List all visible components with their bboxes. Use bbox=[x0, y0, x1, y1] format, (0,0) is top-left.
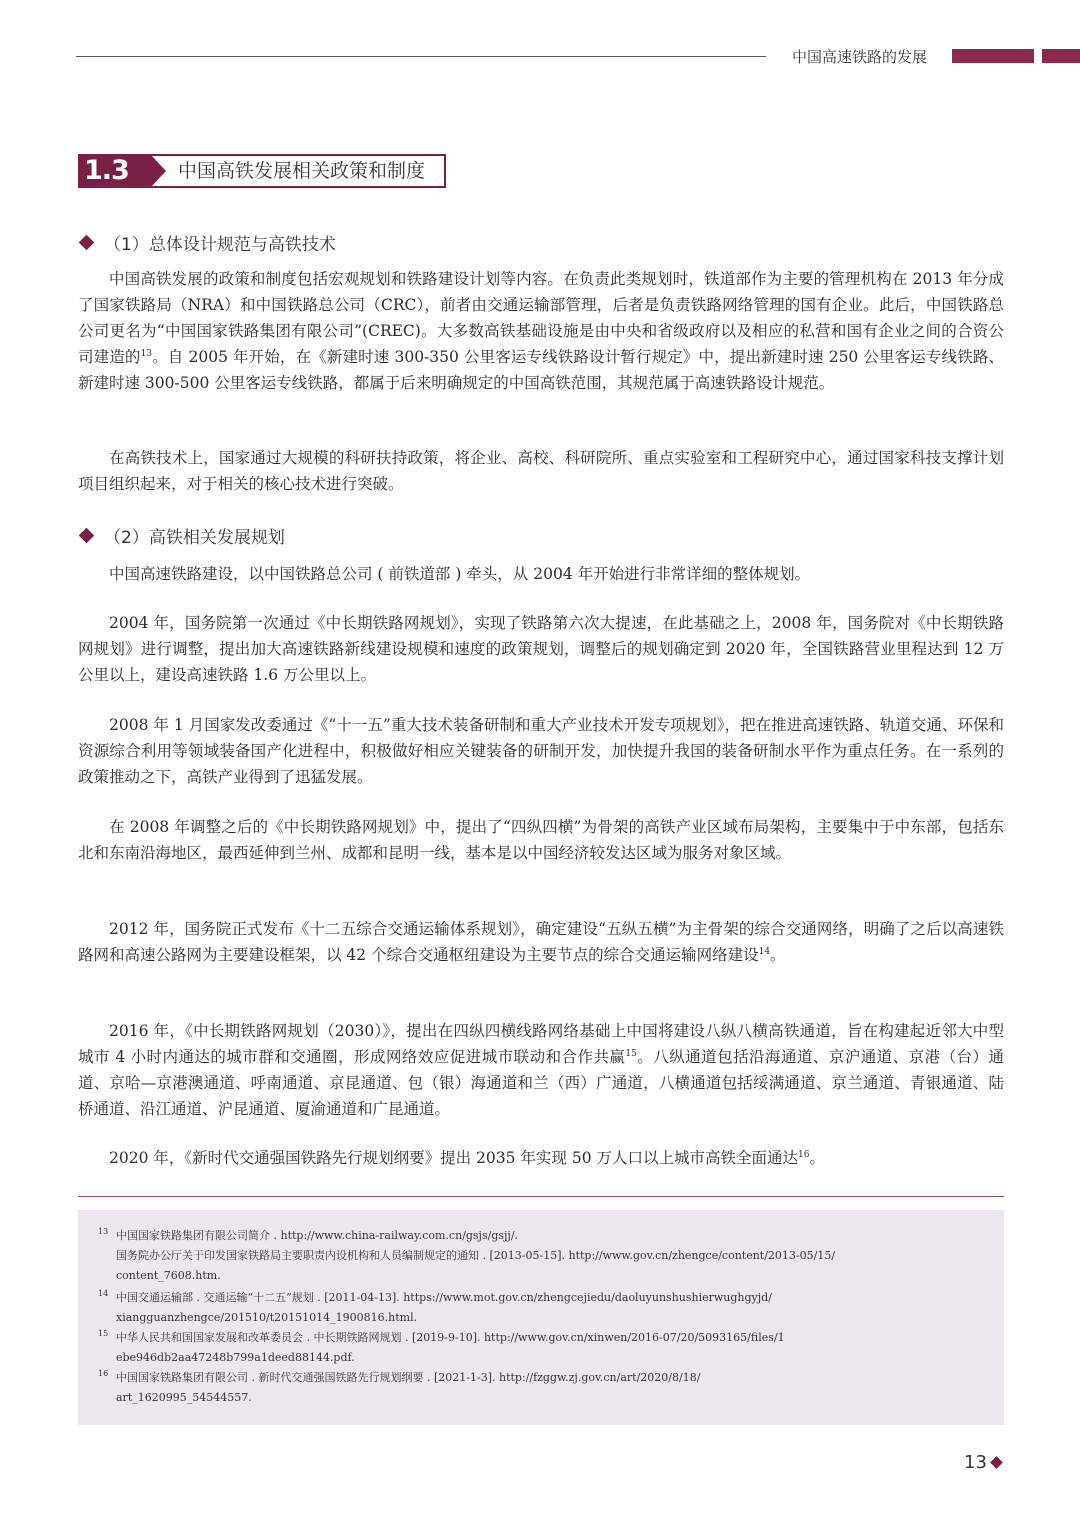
footnote-ref[interactable]: 16 bbox=[798, 1149, 810, 1160]
page-diamond-icon bbox=[990, 1456, 1003, 1469]
footnote-line: 中国交通运输部 . 交通运输“十二五”规划 . [2011-04-13]. https://www.mot.gov.cn/zhengcejiedu/daoluyunshushierwughgyjd/ bbox=[116, 1291, 772, 1304]
footnote-line: art_1620995_54544557. bbox=[116, 1391, 252, 1404]
header-accent-bar-small bbox=[1042, 49, 1080, 63]
diamond-bullet-icon bbox=[79, 235, 95, 251]
paragraph-text: 。八纵通道包括沿海通道、京沪通道、京港（台）通道、京哈—京港澳通道、呼南通道、京昆通道、包（银）海通道和兰（西）广通道，八横通道包括绥满通道、京兰通道、青银通道、陆桥通道、沿江通道、沪昆通道、厦渝通道和广昆通道。 bbox=[78, 1048, 1004, 1118]
paragraph-text: 。自 2005 年开始，在《新建时速 300-350 公里客运专线铁路设计暂行规定》中，提出新建时速 250 公里客运专线铁路、新建时速 300-500 公里客运专线铁路，都属于后来明确规定的中国高铁范围，其规范属于高速铁路设计规范。 bbox=[78, 348, 1004, 392]
paragraph-9 bbox=[78, 1145, 1004, 1171]
section-arrow-notch bbox=[150, 154, 166, 188]
paragraph-8 bbox=[78, 1018, 1004, 1122]
footnote-ref[interactable]: 14 bbox=[758, 946, 771, 957]
header-accent-bar bbox=[952, 49, 1034, 63]
footnote-number: 13 bbox=[98, 1227, 109, 1236]
footnote-ref[interactable]: 13 bbox=[140, 348, 153, 359]
running-header-title: 中国高速铁路的发展 bbox=[792, 48, 928, 66]
paragraph-4: 2004 年，国务院第一次通过《中长期铁路网规划》，实现了铁路第六次大提速，在此基础之上，2008 年，国务院对《中长期铁路网规划》进行调整，提出加大高速铁路新线建设规模和速度的政策规划，调整后的规划确定到 2020 年，全国铁路营业里程达到 12 万公里以上，建设高速铁路 1.6 万公里以上。 bbox=[78, 614, 1004, 684]
section-number: 1.3 bbox=[78, 154, 150, 188]
footnote-line: ebe946db2aa47248b799a1deed88144.pdf. bbox=[116, 1351, 355, 1364]
footnote-line: 中华人民共和国国家发展和改革委员会 . 中长期铁路网规划 . [2019-9-10]. http://www.gov.cn/xinwen/2016-07/20/5093165/files/1 bbox=[116, 1331, 785, 1344]
footnote-ref[interactable]: 15 bbox=[625, 1048, 637, 1059]
footnote-15 bbox=[98, 1328, 978, 1368]
subsection-heading-1 bbox=[78, 230, 336, 255]
footnote-line: xiangguanzhengce/201510/t20151014_1900816.html. bbox=[116, 1311, 418, 1324]
paragraph-5: 2008 年 1 月国家发改委通过《“十一五”重大技术装备研制和重大产业技术开发专项规划》，把在推进高速铁路、轨道交通、环保和资源综合利用等领域装备国产化进程中，积极做好相应关键装备的研制开发，加快提升我国的装备研制水平作为重点任务。在一系列的政策推动之下，高铁产业得到了迅猛发展。 bbox=[78, 716, 1004, 786]
subsection-title: （1）总体设计规范与高铁技术 bbox=[104, 235, 336, 255]
paragraph-text: 2012 年，国务院正式发布《十二五综合交通运输体系规划》，确定建设“五纵五横”为主骨架的综合交通网络，明确了之后以高速铁路网和高速公路网为主要建设框架，以 42 个综合交通枢纽建设为主要节点的综合交通运输网络建设 bbox=[78, 920, 1004, 964]
footnote-number: 14 bbox=[98, 1289, 109, 1298]
footnote-line: 中国国家铁路集团有限公司简介 . http://www.china-railway.com.cn/gsjs/gsjj/. bbox=[116, 1229, 519, 1242]
section-heading bbox=[78, 154, 446, 188]
paragraph-text: 2016 年，《中长期铁路网规划（2030）》，提出在四纵四横线路网络基础上中国将建设八纵八横高铁通道，旨在构建起近邻大中型城市 4 小时内通达的城市群和交通圈，形成网络效应促进城市联动和合作共赢 bbox=[78, 1022, 1004, 1066]
footnote-16 bbox=[98, 1368, 978, 1408]
header-rule bbox=[76, 56, 766, 57]
paragraph-6: 在 2008 年调整之后的《中长期铁路网规划》中，提出了“四纵四横”为骨架的高铁产业区域布局架构，主要集中于中东部，包括东北和东南沿海地区，最西延伸到兰州、成都和昆明一线，基本是以中国经济较发达区域为服务对象区域。 bbox=[78, 818, 1004, 862]
footnote-line: content_7608.htm. bbox=[116, 1269, 221, 1282]
paragraph-text: 。 bbox=[809, 1149, 825, 1167]
section-title: 中国高铁发展相关政策和制度 bbox=[178, 160, 426, 182]
footnote-line: 国务院办公厅关于印发国家铁路局主要职责内设机构和人员编制规定的通知 . [2013-05-15]. http://www.gov.cn/zhengce/content/2013-05/15/ bbox=[116, 1249, 836, 1262]
paragraph-7 bbox=[78, 916, 1004, 968]
paragraph-text: 2020 年，《新时代交通强国铁路先行规划纲要》提出 2035 年实现 50 万人口以上城市高铁全面通达 bbox=[109, 1149, 799, 1167]
paragraph-1 bbox=[78, 266, 1004, 396]
footnote-line: 中国国家铁路集团有限公司 . 新时代交通强国铁路先行规划纲要 . [2021-1-3]. http://fzggw.zj.gov.cn/art/2020/8/18/ bbox=[116, 1371, 701, 1384]
footnote-14 bbox=[98, 1288, 978, 1328]
subsection-heading-2 bbox=[78, 523, 285, 548]
paragraph-text: 。 bbox=[770, 946, 786, 964]
paragraph-text: 中国高铁发展的政策和制度包括宏观规划和铁路建设计划等内容。在负责此类规划时，铁道部作为主要的管理机构在 2013 年分成了国家铁路局（NRA）和中国铁路总公司（CRC），前者由交通运输部管理，后者是负责铁路网络管理的国有企业。此后，中国铁路总公司更名为“中国国家铁路集团有限公司”(CREC)。大多数高铁基础设施是由中央和省级政府以及相应的私营和国有企业之间的合资公司建造的 bbox=[78, 270, 1004, 366]
footnote-rule bbox=[78, 1196, 1004, 1197]
subsection-title: （2）高铁相关发展规划 bbox=[104, 528, 285, 548]
paragraph-2: 在高铁技术上，国家通过大规模的科研扶持政策，将企业、高校、科研院所、重点实验室和工程研究中心，通过国家科技支撑计划项目组织起来，对于相关的核心技术进行突破。 bbox=[78, 449, 1004, 493]
footnote-number: 16 bbox=[98, 1369, 109, 1378]
diamond-bullet-icon bbox=[79, 528, 95, 544]
footnote-13 bbox=[98, 1226, 978, 1286]
page-number: 13 bbox=[964, 1452, 987, 1473]
footnote-number: 15 bbox=[98, 1329, 109, 1338]
paragraph-3: 中国高速铁路建设，以中国铁路总公司 ( 前铁道部 ) 牵头，从 2004 年开始进行非常详细的整体规划。 bbox=[109, 565, 811, 583]
